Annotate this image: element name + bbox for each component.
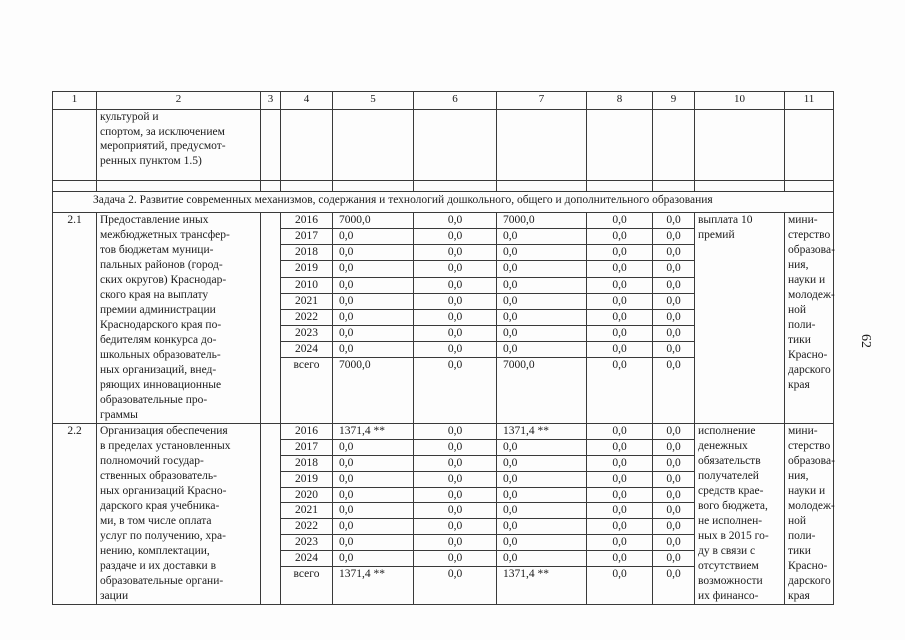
amount-regional: 1371,4 ** <box>497 567 587 605</box>
result-cell: исполнение денежных обязательств получателей средств крае- вого бюджета, не исполнен- ных в 2015 го- ду в связи с отсутствием возможности их финансо- <box>695 424 785 605</box>
amount-total: 7000,0 <box>333 358 414 424</box>
amount-federal: 0,0 <box>414 567 497 605</box>
amount-local: 0,0 <box>587 229 653 245</box>
amount-total: 0,0 <box>333 325 414 341</box>
amount-other: 0,0 <box>653 325 695 341</box>
header-row <box>53 92 834 110</box>
year-cell: 2016 <box>281 424 333 440</box>
amount-local: 0,0 <box>587 503 653 519</box>
amount-other: 0,0 <box>653 455 695 471</box>
amount-other: 0,0 <box>653 519 695 535</box>
amount-regional: 0,0 <box>497 551 587 567</box>
amount-total: 0,0 <box>333 455 414 471</box>
year-cell: 2023 <box>281 535 333 551</box>
amount-federal: 0,0 <box>414 229 497 245</box>
amount-regional: 0,0 <box>497 229 587 245</box>
task-row <box>53 192 834 213</box>
amount-regional: 0,0 <box>497 245 587 261</box>
spacer-row <box>53 181 834 192</box>
year-cell: 2019 <box>281 471 333 487</box>
amount-federal: 0,0 <box>414 342 497 358</box>
amount-federal: 0,0 <box>414 455 497 471</box>
amount-local: 0,0 <box>587 309 653 325</box>
amount-regional: 0,0 <box>497 503 587 519</box>
amount-regional: 0,0 <box>497 487 587 503</box>
amount-other: 0,0 <box>653 567 695 605</box>
header-cell: 9 <box>653 92 695 110</box>
amount-total: 0,0 <box>333 277 414 293</box>
amount-federal: 0,0 <box>414 424 497 440</box>
amount-other: 0,0 <box>653 487 695 503</box>
amount-local: 0,0 <box>587 277 653 293</box>
year-cell: 2019 <box>281 261 333 277</box>
year-cell: 2010 <box>281 277 333 293</box>
amount-local: 0,0 <box>587 325 653 341</box>
amount-federal: 0,0 <box>414 503 497 519</box>
result-cell: выплата 10 премий <box>695 213 785 424</box>
amount-local: 0,0 <box>587 293 653 309</box>
amount-local: 0,0 <box>587 551 653 567</box>
amount-local: 0,0 <box>587 342 653 358</box>
amount-total: 0,0 <box>333 245 414 261</box>
amount-other: 0,0 <box>653 261 695 277</box>
amount-regional: 7000,0 <box>497 358 587 424</box>
amount-other: 0,0 <box>653 293 695 309</box>
header-cell: 11 <box>785 92 834 110</box>
amount-federal: 0,0 <box>414 551 497 567</box>
amount-other: 0,0 <box>653 309 695 325</box>
amount-total: 0,0 <box>333 342 414 358</box>
year-cell: всего <box>281 567 333 605</box>
amount-federal: 0,0 <box>414 213 497 229</box>
amount-federal: 0,0 <box>414 439 497 455</box>
amount-local: 0,0 <box>587 424 653 440</box>
amount-total: 1371,4 ** <box>333 567 414 605</box>
year-cell: 2018 <box>281 455 333 471</box>
amount-local: 0,0 <box>587 439 653 455</box>
continuation-text: культурой и спортом, за исключением мероприятий, предусмот- ренных пунктом 1.5) <box>97 110 261 181</box>
year-cell: 2016 <box>281 213 333 229</box>
activity-name: Предоставление иных межбюджетных трансфер- тов бюджетам муници- пальных районов (город- ских округов) Краснодар- ского края на выплату премии администрации Краснодарского края по- бедителям конкурса до- школьных образователь- ных организаций, внед- ряющих инновационные образовательные про- граммы <box>97 213 261 424</box>
amount-local: 0,0 <box>587 261 653 277</box>
amount-local: 0,0 <box>587 358 653 424</box>
amount-federal: 0,0 <box>414 245 497 261</box>
amount-total: 0,0 <box>333 229 414 245</box>
amount-other: 0,0 <box>653 342 695 358</box>
amount-other: 0,0 <box>653 277 695 293</box>
amount-regional: 0,0 <box>497 261 587 277</box>
amount-total: 0,0 <box>333 551 414 567</box>
year-cell: всего <box>281 358 333 424</box>
amount-regional: 0,0 <box>497 325 587 341</box>
amount-other: 0,0 <box>653 439 695 455</box>
header-cell: 6 <box>414 92 497 110</box>
amount-other: 0,0 <box>653 503 695 519</box>
amount-total: 0,0 <box>333 439 414 455</box>
amount-other: 0,0 <box>653 358 695 424</box>
amount-federal: 0,0 <box>414 277 497 293</box>
header-cell: 3 <box>261 92 281 110</box>
amount-local: 0,0 <box>587 471 653 487</box>
amount-local: 0,0 <box>587 567 653 605</box>
amount-federal: 0,0 <box>414 325 497 341</box>
page-number: 62 <box>858 334 873 348</box>
amount-regional: 0,0 <box>497 455 587 471</box>
amount-other: 0,0 <box>653 471 695 487</box>
header-cell: 5 <box>333 92 414 110</box>
amount-regional: 1371,4 ** <box>497 424 587 440</box>
amount-total: 0,0 <box>333 519 414 535</box>
amount-total: 7000,0 <box>333 213 414 229</box>
amount-local: 0,0 <box>587 487 653 503</box>
year-cell: 2020 <box>281 487 333 503</box>
amount-other: 0,0 <box>653 535 695 551</box>
amount-federal: 0,0 <box>414 471 497 487</box>
amount-other: 0,0 <box>653 245 695 261</box>
header-cell: 8 <box>587 92 653 110</box>
task-title: Задача 2. Развитие современных механизмов, содержания и технологий дошкольного, общего и дополнительного образования <box>53 192 834 213</box>
amount-regional: 0,0 <box>497 535 587 551</box>
year-cell: 2017 <box>281 229 333 245</box>
year-cell: 2017 <box>281 439 333 455</box>
row-number: 2.2 <box>53 424 97 605</box>
year-cell: 2021 <box>281 503 333 519</box>
year-cell: 2022 <box>281 309 333 325</box>
year-cell: 2022 <box>281 519 333 535</box>
header-cell: 1 <box>53 92 97 110</box>
amount-federal: 0,0 <box>414 309 497 325</box>
amount-federal: 0,0 <box>414 293 497 309</box>
amount-regional: 0,0 <box>497 277 587 293</box>
header-cell: 10 <box>695 92 785 110</box>
year-cell: 2024 <box>281 551 333 567</box>
amount-total: 0,0 <box>333 535 414 551</box>
amount-other: 0,0 <box>653 229 695 245</box>
amount-total: 1371,4 ** <box>333 424 414 440</box>
amount-total: 0,0 <box>333 503 414 519</box>
amount-total: 0,0 <box>333 309 414 325</box>
empty-cell <box>261 213 281 424</box>
table-row <box>53 213 834 229</box>
amount-regional: 0,0 <box>497 471 587 487</box>
year-cell: 2023 <box>281 325 333 341</box>
header-cell: 7 <box>497 92 587 110</box>
amount-regional: 0,0 <box>497 309 587 325</box>
amount-regional: 0,0 <box>497 439 587 455</box>
amount-other: 0,0 <box>653 551 695 567</box>
amount-total: 0,0 <box>333 471 414 487</box>
table-row <box>53 424 834 440</box>
continuation-row <box>53 110 834 181</box>
amount-other: 0,0 <box>653 213 695 229</box>
year-cell: 2021 <box>281 293 333 309</box>
amount-federal: 0,0 <box>414 261 497 277</box>
program-table <box>52 91 834 605</box>
header-cell: 4 <box>281 92 333 110</box>
amount-federal: 0,0 <box>414 519 497 535</box>
amount-local: 0,0 <box>587 213 653 229</box>
amount-total: 0,0 <box>333 293 414 309</box>
executor-cell: мини- стерство образова- ния, науки и молодеж- ной поли- тики Красно- дарского края <box>785 213 834 424</box>
amount-total: 0,0 <box>333 487 414 503</box>
year-cell: 2024 <box>281 342 333 358</box>
activity-name: Организация обеспечения в пределах установленных полномочий государ- ственных образователь- ных организаций Красно- дарского края учебника- ми, в том числе оплата услуг по получению, хра- нению, комплектации, раздаче и их доставки в образовательные органи- зации <box>97 424 261 605</box>
amount-local: 0,0 <box>587 519 653 535</box>
amount-federal: 0,0 <box>414 535 497 551</box>
amount-total: 0,0 <box>333 261 414 277</box>
amount-federal: 0,0 <box>414 358 497 424</box>
amount-federal: 0,0 <box>414 487 497 503</box>
amount-regional: 0,0 <box>497 342 587 358</box>
amount-regional: 0,0 <box>497 519 587 535</box>
year-cell: 2018 <box>281 245 333 261</box>
amount-regional: 7000,0 <box>497 213 587 229</box>
row-number: 2.1 <box>53 213 97 424</box>
executor-cell: мини- стерство образова- ния, науки и молодеж- ной поли- тики Красно- дарского края <box>785 424 834 605</box>
empty-cell <box>261 424 281 605</box>
header-cell: 2 <box>97 92 261 110</box>
amount-local: 0,0 <box>587 455 653 471</box>
amount-other: 0,0 <box>653 424 695 440</box>
amount-local: 0,0 <box>587 245 653 261</box>
amount-local: 0,0 <box>587 535 653 551</box>
amount-regional: 0,0 <box>497 293 587 309</box>
